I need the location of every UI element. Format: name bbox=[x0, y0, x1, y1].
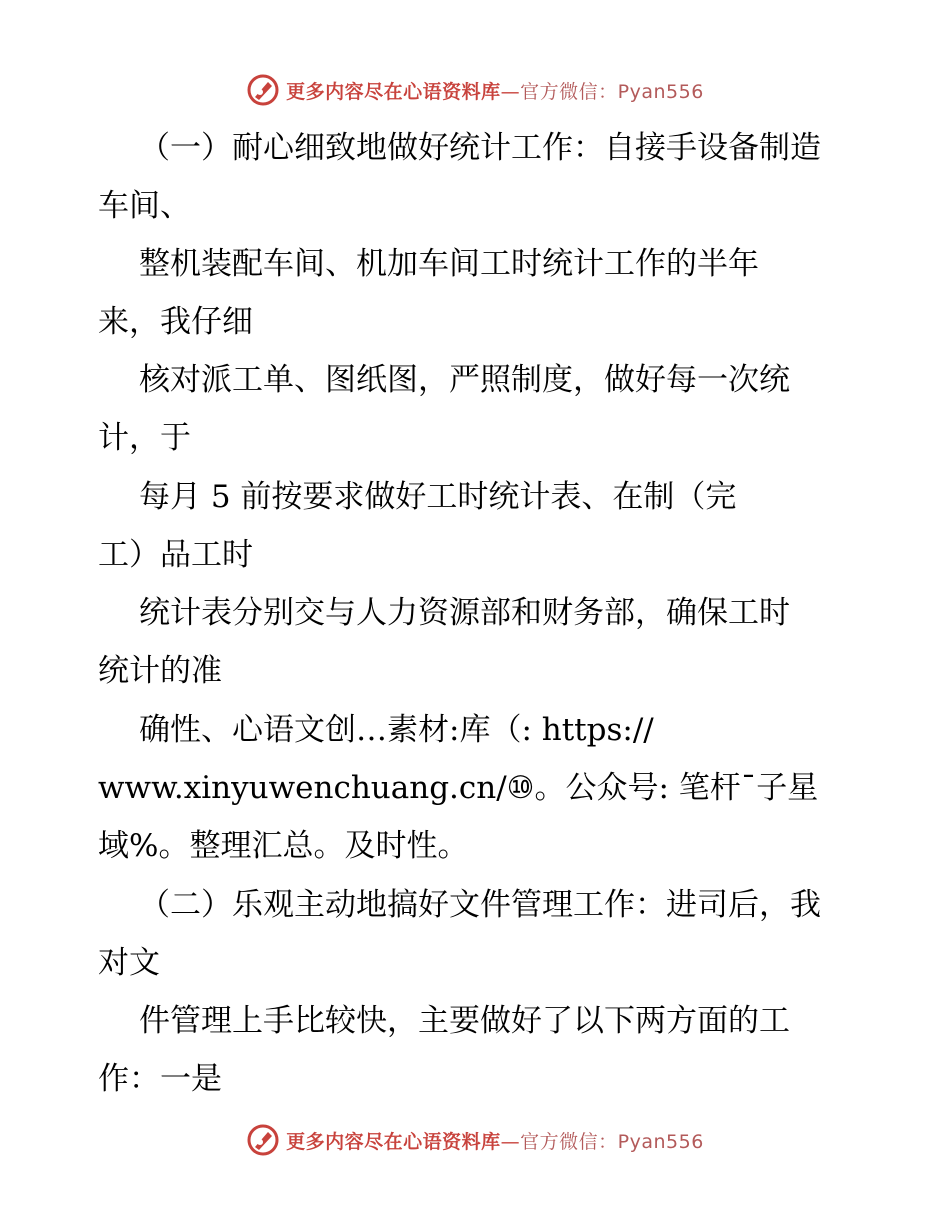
body-line: 件管理上手比较快，主要做好了以下两方面的工 bbox=[139, 1003, 790, 1039]
body-line: 对文 bbox=[98, 945, 160, 981]
footer-banner-wechat: 官方微信：Pyan556 bbox=[520, 1130, 704, 1153]
footer-banner-main: 更多内容尽在心语资料库 bbox=[286, 1130, 501, 1153]
pen-seal-logo-icon bbox=[246, 1123, 280, 1157]
body-line: www.xinyuwenchuang.cn/⑩。公众号: 笔杆¯子星 bbox=[98, 770, 819, 806]
body-line: 工）品工时 bbox=[98, 537, 253, 573]
body-line: 作：一是 bbox=[98, 1061, 222, 1097]
body-line: 域%。整理汇总。及时性。 bbox=[98, 828, 469, 864]
header-banner-wechat: 官方微信：Pyan556 bbox=[520, 80, 704, 103]
footer-banner-text bbox=[286, 1127, 704, 1154]
body-line: 来，我仔细 bbox=[98, 304, 253, 340]
body-line: 核对派工单、图纸图，严照制度，做好每一次统 bbox=[139, 362, 790, 398]
body-line: （一）耐心细致地做好统计工作：自接手设备制造 bbox=[139, 130, 821, 166]
body-line: 每月 5 前按要求做好工时统计表、在制（完 bbox=[139, 479, 737, 515]
body-line: 统计的准 bbox=[98, 653, 222, 689]
body-line: 计，于 bbox=[98, 420, 191, 456]
body-line: （二）乐观主动地搞好文件管理工作：进司后，我 bbox=[139, 887, 821, 923]
footer-banner-separator: — bbox=[500, 1130, 521, 1153]
header-banner-separator: — bbox=[500, 80, 521, 103]
header-banner-main: 更多内容尽在心语资料库 bbox=[286, 80, 501, 103]
body-line: 整机装配车间、机加车间工时统计工作的半年 bbox=[139, 246, 759, 282]
body-line: 确性、心语文创…素材:库（: https:// bbox=[139, 712, 654, 748]
body-line: 统计表分别交与人力资源部和财务部，确保工时 bbox=[139, 595, 790, 631]
footer-banner bbox=[0, 1120, 950, 1160]
body-line: 车间、 bbox=[98, 188, 191, 224]
